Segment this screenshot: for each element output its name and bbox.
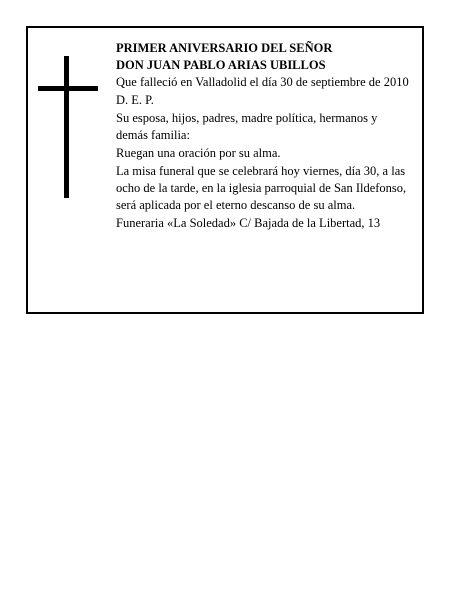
notice-paragraph-rip: D. E. P. — [116, 93, 154, 107]
latin-cross-icon — [38, 56, 98, 198]
notice-paragraph-prayer: Ruegan una oración por su alma. — [116, 146, 281, 160]
notice-paragraph-mass: La misa funeral que se celebrará hoy viernes, día 30, a las ocho de la tarde, en la iglesia parroquial de San Ildefonso, será aplicada por el eterno descanso de su alma. — [116, 164, 407, 212]
notice-paragraph-death: Que falleció en Valladolid el día 30 de septiembre de 2010 — [116, 75, 409, 89]
notice-paragraph-family: Su esposa, hijos, padres, madre política, hermanos y demás familia: — [116, 111, 378, 142]
obituary-notice — [26, 26, 424, 314]
notice-text — [116, 40, 412, 233]
cross-horizontal-bar — [38, 86, 98, 91]
notice-title-line-2: DON JUAN PABLO ARIAS UBILLOS — [116, 58, 326, 72]
cross-vertical-bar — [64, 56, 69, 198]
notice-title-line-1: PRIMER ANIVERSARIO DEL SEÑOR — [116, 41, 333, 55]
notice-paragraph-funeral-home: Funeraria «La Soledad» C/ Bajada de la Libertad, 13 — [116, 216, 381, 230]
